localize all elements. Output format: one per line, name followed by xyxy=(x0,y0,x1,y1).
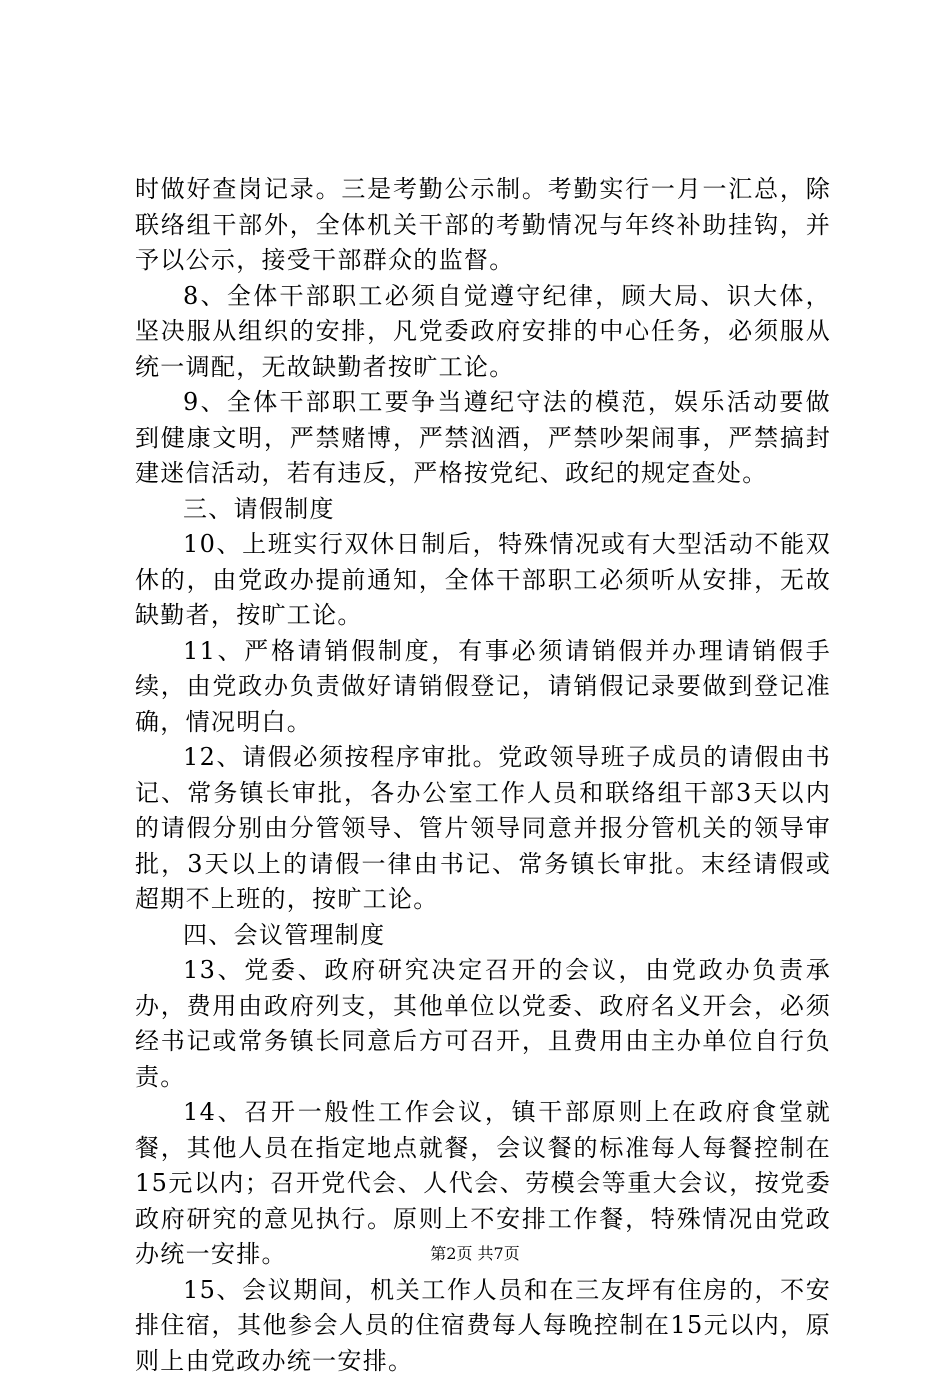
paragraph-item-13: 13、党委、政府研究决定召开的会议，由党政办负责承办，费用由政府列支，其他单位以党委、政府名义开会，必须经书记或常务镇长同意后方可召开，且费用由主办单位自行负责。 xyxy=(135,953,831,1095)
paragraph-item-9: 9、全体干部职工要争当遵纪守法的模范，娱乐活动要做到健康文明，严禁赌博，严禁汹酒，严禁吵架闹事，严禁搞封建迷信活动，若有违反，严格按党纪、政纪的规定查处。 xyxy=(135,385,831,492)
paragraph-item-8: 8、全体干部职工必须自觉遵守纪律，顾大局、识大体，坚决服从组织的安排，凡党委政府安排的中心任务，必须服从统一调配，无故缺勤者按旷工论。 xyxy=(135,279,831,386)
section-heading-leave: 三、请假制度 xyxy=(135,492,831,528)
paragraph-item-14: 14、召开一般性工作会议，镇干部原则上在政府食堂就餐，其他人员在指定地点就餐，会议餐的标准每人每餐控制在15元以内；召开党代会、人代会、劳模会等重大会议，按党委政府研究的意见执行。原则上不安排工作餐，特殊情况由党政办统一安排。 xyxy=(135,1095,831,1273)
paragraph-item-10: 10、上班实行双休日制后，特殊情况或有大型活动不能双休的，由党政办提前通知，全体干部职工必须听从安排，无故缺勤者，按旷工论。 xyxy=(135,527,831,634)
paragraph-item-12: 12、请假必须按程序审批。党政领导班子成员的请假由书记、常务镇长审批，各办公室工作人员和联络组干部3天以内的请假分别由分管领导、管片领导同意并报分管机关的领导审批，3天以上的请假一律由书记、常务镇长审批。末经请假或超期不上班的，按旷工论。 xyxy=(135,740,831,918)
paragraph-item-11: 11、严格请销假制度，有事必须请销假并办理请销假手续，由党政办负责做好请销假登记，请销假记录要做到登记准确，情况明白。 xyxy=(135,634,831,741)
page-number-footer: 第2页 共7页 xyxy=(0,1244,950,1264)
document-body xyxy=(135,172,831,1379)
paragraph-item-15: 15、会议期间，机关工作人员和在三友坪有住房的，不安排住宿，其他参会人员的住宿费每人每晚控制在15元以内，原则上由党政办统一安排。 xyxy=(135,1273,831,1379)
paragraph-continuation: 时做好查岗记录。三是考勤公示制。考勤实行一月一汇总，除联络组干部外，全体机关干部的考勤情况与年终补助挂钩，并予以公示，接受干部群众的监督。 xyxy=(135,172,831,279)
section-heading-meeting: 四、会议管理制度 xyxy=(135,918,831,954)
